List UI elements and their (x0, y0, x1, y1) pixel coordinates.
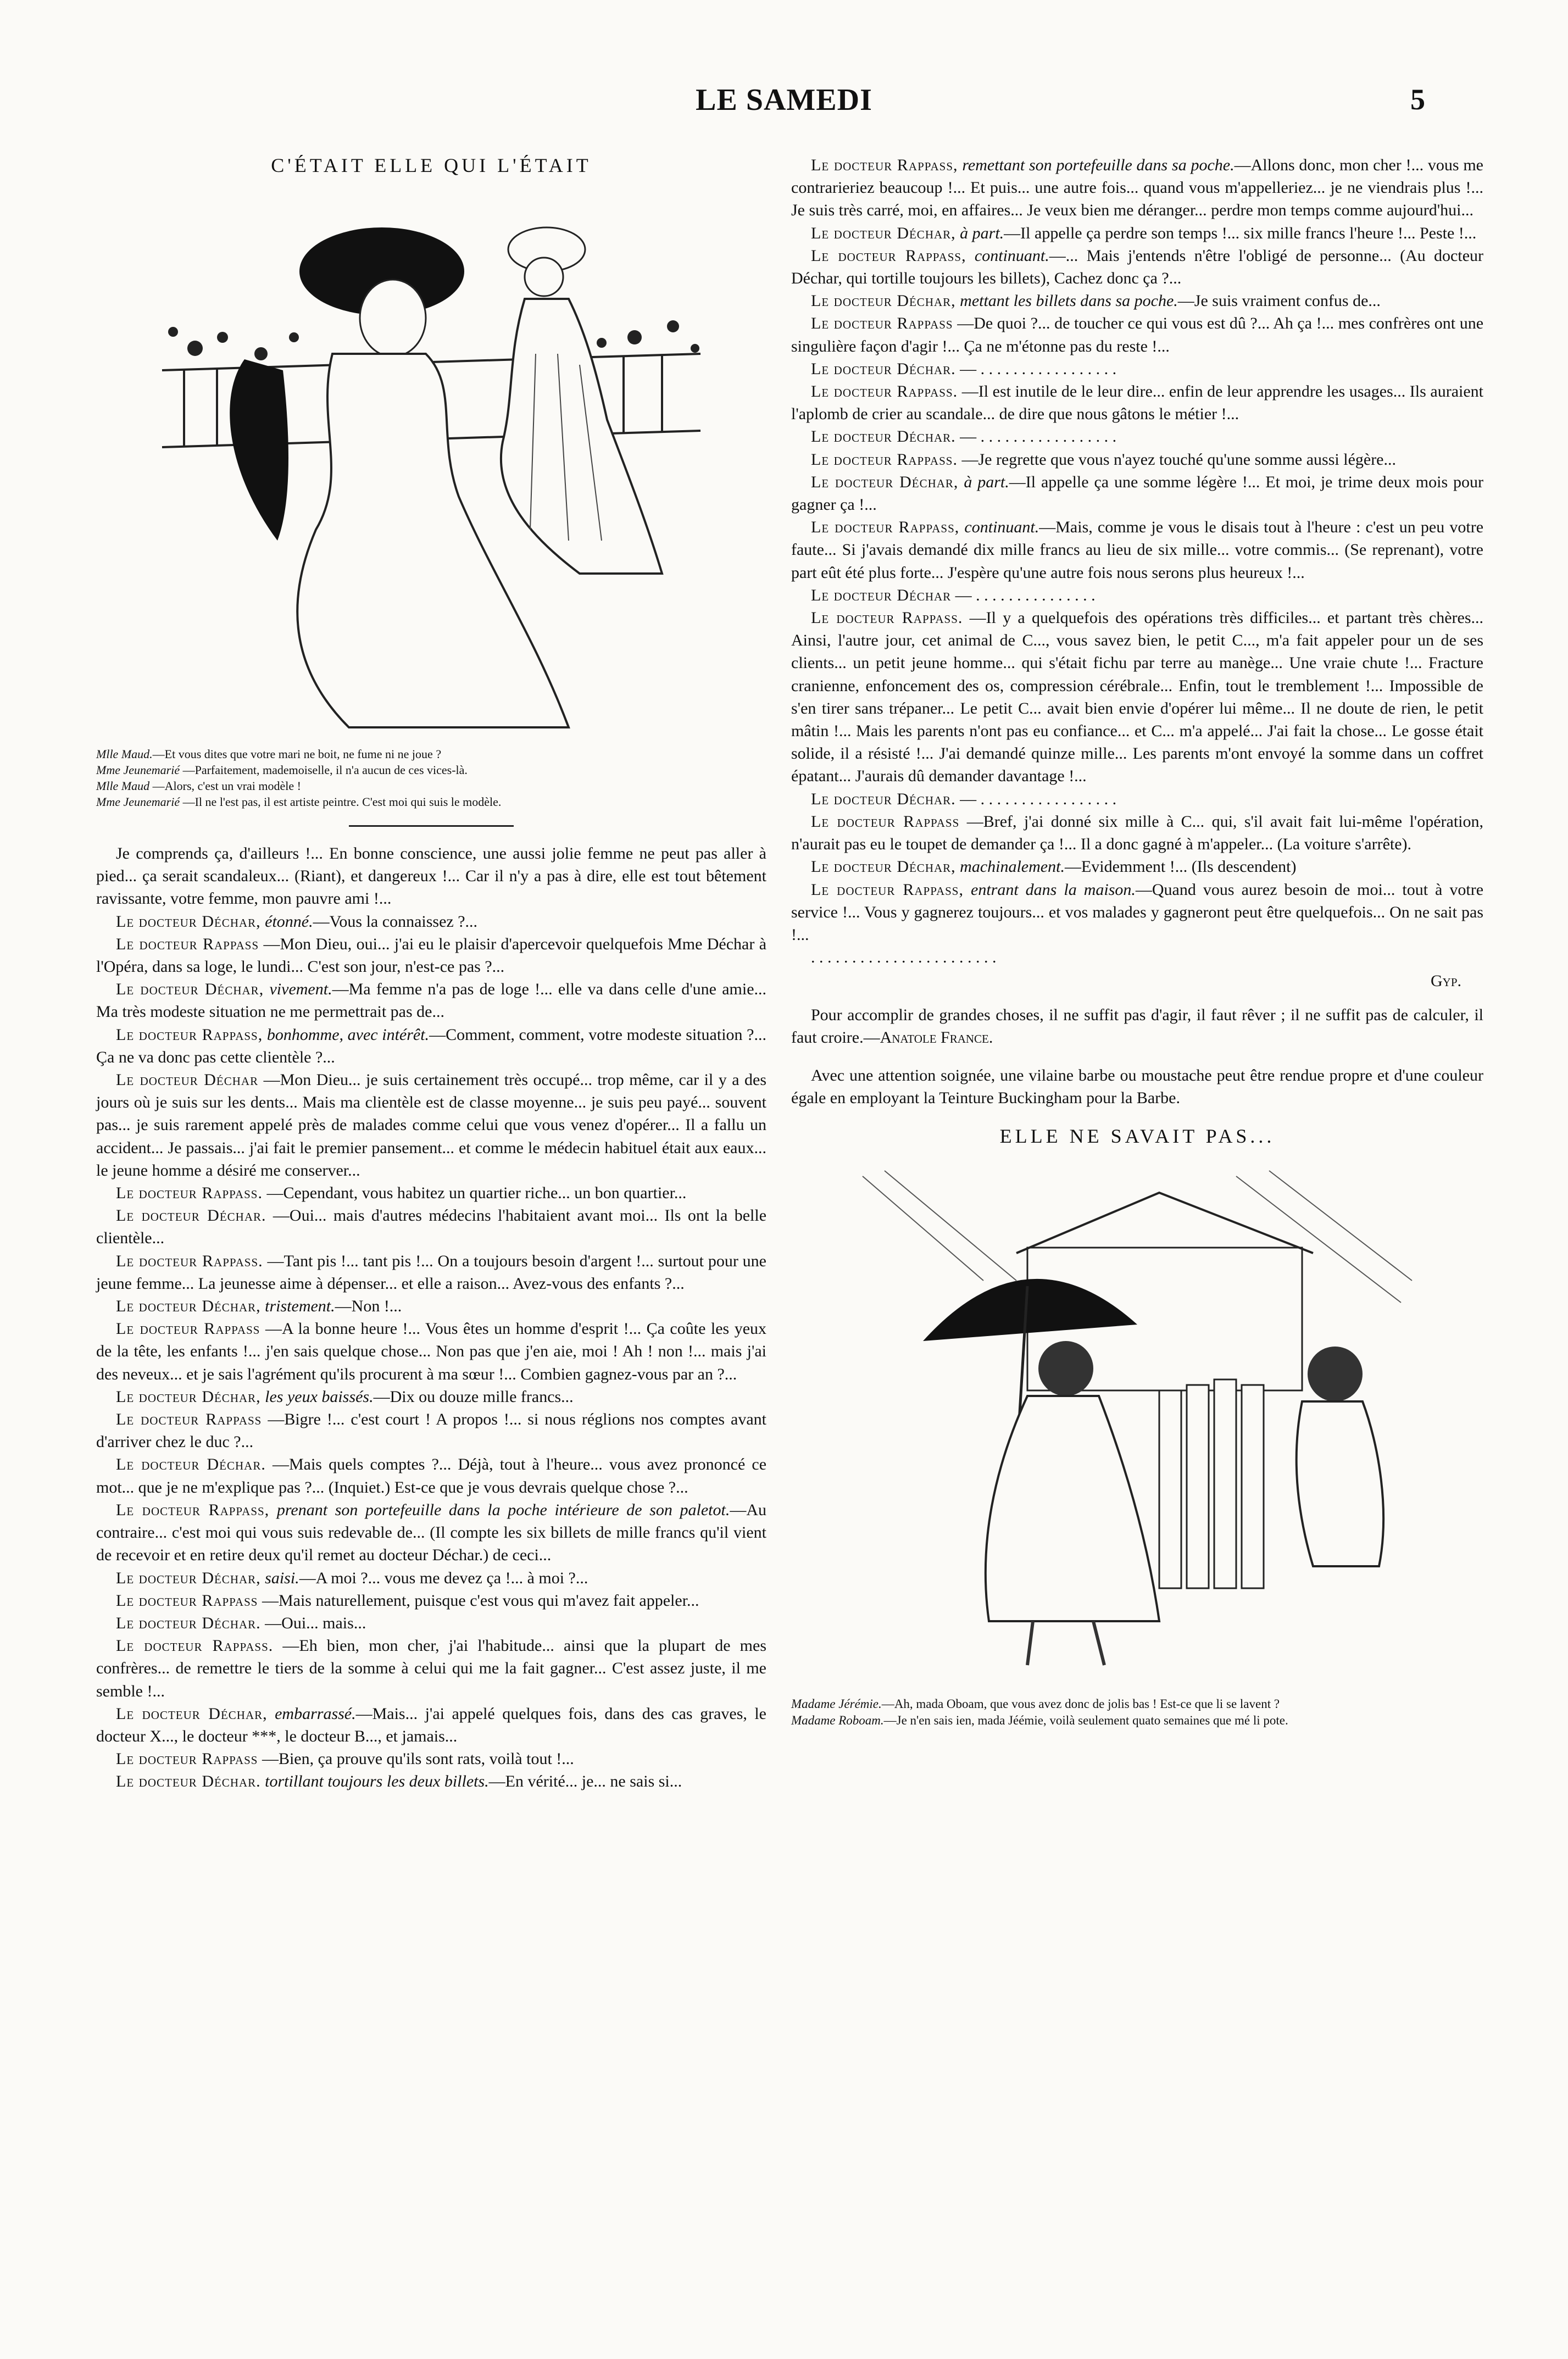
dialogue-paragraph (96, 1634, 766, 1703)
caption-line (96, 794, 766, 810)
dialogue-text: —Mais... j'ai appelé quelques fois, dans des cas graves, le docteur X..., le docteur ***, le docteur B..., et jamais... (96, 1704, 767, 1745)
dialogue-paragraph (791, 607, 1483, 788)
stage-direction: saisi. (265, 1568, 299, 1587)
dialogue-text: —Il appelle ça perdre son temps !... six mille francs l'heure !... Peste !... (1004, 224, 1477, 242)
dialogue-paragraph (791, 810, 1483, 855)
stage-direction: vivement. (269, 980, 332, 999)
speaker-name: Le docteur Rappass. (116, 1637, 274, 1655)
dialogue-paragraph (96, 1612, 766, 1634)
dialogue-text: — . . . . . . . . . . . . . . . . . (960, 427, 1117, 446)
caption-speaker: Madame Jérémie. (791, 1697, 882, 1711)
dialogue-text: —Bigre !... c'est court ! A propos !... si nous réglions nos comptes avant d'arriver chez le duc ?... (96, 1410, 767, 1451)
stage-direction: tristement. (265, 1297, 335, 1316)
dialogue-paragraph (791, 946, 1483, 969)
dialogue-paragraph (96, 1748, 766, 1770)
dialogue-paragraph (96, 1703, 766, 1748)
dialogue-text: —Il est inutile de le leur dire... enfin de leur apprendre les usages... Ils auraient l'aplomb de crier au scandale... de dire que nous gâtons le métier !... (791, 382, 1483, 424)
dialogue-text: —Je suis vraiment confus de... (1177, 292, 1381, 310)
speaker-name: Le docteur Déchar. (116, 1455, 266, 1474)
speaker-name: Le docteur Rappass, (116, 1025, 263, 1044)
speaker-name: Le docteur Rappass. (116, 1251, 263, 1270)
dialogue-text: —Tant pis !... tant pis !... On a toujours besoin d'argent !... surtout pour une jeune femme... La jeunesse aime à dépenser... et elle a raison... Avez-vous des enfants ?... (96, 1251, 766, 1293)
caption-speaker: Mlle Maud (96, 779, 150, 793)
dialogue-paragraph (96, 933, 766, 978)
stage-direction: embarrassé. (275, 1704, 356, 1723)
dialogue-text: . . . . . . . . . . . . . . . . . . . . . . . (811, 948, 997, 967)
caption-line (96, 778, 766, 794)
dialogue-text: —Allons donc, mon cher !... vous me contrarieriez beaucoup !... Et puis... une autre fois... quand vous m'appelleriez... je ne viendrais plus !... Je suis très carré, moi, en affaires... Je veux bien me déranger... perdre mon temps comme aujourd'hui... (791, 156, 1483, 220)
speaker-name: Le docteur Déchar. (811, 789, 956, 808)
stage-direction: bonhomme, avec intérêt. (266, 1025, 430, 1044)
dialogue-paragraph (96, 1408, 766, 1453)
caption-text: —Et vous dites que votre mari ne boit, ne fume ni ne joue ? (152, 747, 442, 761)
speaker-name: Le docteur Rappass, (811, 518, 960, 537)
dialogue-text: —A la bonne heure !... Vous êtes un homme d'esprit !... Ça coûte les yeux de la tête, les enfants !... j'en sais quelque chose... Non pas que j'en aie, moi ! Ah ! non !... mais j'ai des neveux... et je sais l'agrément qu'ils procurent à ma sœur !... Combien gagnez-vous par an ?... (96, 1320, 767, 1383)
dialogue-paragraph (96, 1182, 766, 1204)
dialogue-text: —Comment, comment, votre modeste situation ?... Ça ne va donc pas cette clientèle ?... (96, 1025, 766, 1066)
dialogue-text: —Eh bien, mon cher, j'ai l'habitude... ainsi que la plupart de mes confrères... de remettre le tiers de la somme à celui qui me la fait gagner... C'est assez juste, il me semble !... (96, 1637, 767, 1700)
caption-line (791, 1696, 1483, 1712)
dialogue-text: Je comprends ça, d'ailleurs !... En bonne conscience, une aussi jolie femme ne peut pas aller à pied... ça serait scandaleux... (Riant), et dangereux !... Car il n'y a pas à dire, elle est tout bêtement ravissante, votre femme, mon pauvre ami !... (96, 844, 766, 908)
stage-direction: prenant son portefeuille dans la poche intérieure de son paletot. (276, 1500, 730, 1519)
dialogue-text: —Bref, j'ai donné six mille à C... qui, s'il avait fait lui-même l'opération, n'aurait pas eu le toupet de demander ça !... Il a donc gagné à m'appeler... (La voiture s'arrête). (791, 812, 1484, 854)
caption-speaker: Mme Jeunemarié (96, 763, 180, 777)
quote-paragraph (791, 1004, 1483, 1049)
stage-direction: continuant. (964, 518, 1039, 537)
dialogue-paragraph (791, 425, 1483, 448)
dialogue-text: —... Mais j'entends n'être l'obligé de personne... (Au docteur Déchar, qui tortille toujours les billets), Cachez donc ça ?... (791, 246, 1483, 288)
speaker-name: Le docteur Rappass. (811, 382, 958, 401)
page-header (0, 82, 1568, 126)
dialogue-paragraph (96, 1589, 766, 1612)
dialogue-paragraph (96, 1317, 766, 1386)
dialogue-text: — . . . . . . . . . . . . . . . (955, 586, 1096, 604)
dialogue-right (791, 154, 1483, 969)
speaker-name: Le docteur Déchar, (116, 1568, 261, 1587)
speaker-name: Le docteur Rappass, (811, 246, 966, 265)
caption-text: —Je n'en sais ien, mada Jéémie, voilà seulement quato semaines que mé li pote. (883, 1713, 1288, 1728)
dialogue-paragraph (791, 380, 1483, 425)
dialogue-text: —Oui... mais d'autres médecins l'habitaient avant moi... Ils ont la belle clientèle... (96, 1206, 767, 1248)
article-title: C'ÉTAIT ELLE QUI L'ÉTAIT (271, 154, 592, 176)
dialogue-text: —Mais quels comptes ?... Déjà, tout à l'heure... vous avez prononcé ce mot... que je ne m'explique pas ?... (Inquiet.) Est-ce que je vous devrais quelque chose ?... (96, 1455, 767, 1496)
page-number: 5 (1410, 83, 1425, 116)
advert-paragraph: Avec une attention soignée, une vilaine barbe ou moustache peut être rendue propre et d'une couleur égale en employant la Teinture Buckingham pour la Barbe. (791, 1066, 1483, 1108)
dialogue-paragraph (791, 448, 1483, 471)
dialogue-text: — . . . . . . . . . . . . . . . . . (960, 359, 1117, 378)
speaker-name: Le docteur Rappass (116, 1750, 258, 1768)
dialogue-paragraph (96, 1386, 766, 1408)
speaker-name: Le docteur Rappass (116, 934, 259, 953)
caption-line (96, 762, 766, 778)
dialogue-paragraph (791, 855, 1483, 878)
stage-direction: mettant les billets dans sa poche. (960, 292, 1178, 310)
speaker-name: Le docteur Déchar, (811, 292, 956, 310)
stage-direction: entrant dans la maison. (971, 880, 1136, 899)
caption-speaker: Mlle Maud. (96, 747, 153, 761)
dialogue-paragraph (96, 1295, 766, 1317)
speaker-name: Le docteur Déchar, (116, 1387, 261, 1406)
stage-direction: étonné. (265, 912, 313, 931)
speaker-name: Le docteur Déchar, (811, 858, 956, 876)
dialogue-paragraph (791, 788, 1483, 810)
dialogue-text: —Il y a quelquefois des opérations très difficiles... et partant très chères... Ainsi, l'autre jour, cet animal de C..., vous savez bien, le petit C..., m'a fait appeler pour un de ses clients... un petit jeune homme... qui s'était fichu par terre au manège... Une vraie chute !... Fracture cranienne, enfoncement des os, compression cérébrale... Enfin, tout le tremblement !... Impossible de s'en tirer sans trépaner... Le petit C... avait bien envie d'opérer lui même... Il ne doute de rien, le petit mâtin !... Mais les parents n'ont pas eu confiance... et C... m'a appelé... J'ai fait la chose... Le gosse était solide, il a résisté !... J'ai demandé quinze mille... Les parents m'ont envoyé la somme dans un coffret épatant... J'aurais dû demander davantage !... (791, 609, 1483, 786)
right-column (791, 154, 1483, 1729)
dialogue-text: —Au contraire... c'est moi qui vous suis redevable de... (Il compte les six billets de mille francs qu'il vient de recevoir et en retire deux qu'il remet au docteur Déchar.) de ceci... (96, 1500, 767, 1565)
speaker-name: Le docteur Rappass (811, 812, 960, 831)
author-signature: Gyp. (1430, 972, 1461, 991)
masthead: LE SAMEDI (696, 83, 872, 117)
speaker-name: Le docteur Rappass. (116, 1184, 263, 1203)
illustration-two-women (151, 189, 711, 738)
dialogue-left (96, 842, 766, 1793)
speaker-name: Le docteur Rappass (811, 314, 953, 333)
speaker-name: Le docteur Rappass, (811, 880, 964, 899)
speaker-name: Le docteur Déchar, (116, 1704, 268, 1723)
dialogue-text: —En vérité... je... ne sais si... (488, 1772, 682, 1791)
speaker-name: Le docteur Déchar. (811, 427, 956, 446)
dialogue-text: —A moi ?... vous me devez ça !... à moi ?... (299, 1568, 588, 1587)
dialogue-text: —De quoi ?... de toucher ce qui vous est dû ?... Ah ça !... mes confrères ont une singulière façon d'agir !... Ça ne m'étonne pas du reste !... (791, 314, 1484, 355)
dialogue-paragraph (96, 910, 766, 933)
speaker-name: Le docteur Rappass, (116, 1500, 270, 1519)
speaker-name: Le docteur Déchar, (811, 224, 956, 242)
left-column (96, 154, 766, 1793)
speaker-name: Le docteur Déchar, (811, 472, 959, 491)
speaker-name: Le docteur Déchar, (116, 1297, 261, 1316)
quote-text: Pour accomplir de grandes choses, il ne suffit pas d'agir, il faut rêver ; il ne suffit pas de calculer, il faut croire.— (791, 1006, 1483, 1047)
illustration-woman-umbrella (852, 1160, 1423, 1687)
dialogue-paragraph (791, 516, 1483, 584)
stage-direction: continuant. (974, 246, 1049, 265)
stage-direction: machinalement. (960, 858, 1065, 876)
dialogue-text: — . . . . . . . . . . . . . . . . . (960, 789, 1117, 808)
dialogue-paragraph (791, 878, 1483, 947)
dialogue-paragraph (96, 1453, 766, 1498)
dialogue-paragraph (791, 358, 1483, 380)
dialogue-text: —Mon Dieu... je suis certainement très occupé... trop même, car il y a des jours où je suis sur les dents... Mais ma clientèle est de classe moyenne... je suis peu payé... souvent pas... je suis rarement appelé près de malades comme celui que vous venez d'opérer... Il a fallu un accident... Je passais... j'ai fait le premier pansement... et comme le médecin habituel était aux eaux... le jeune homme a désiré me conserver... (96, 1071, 767, 1180)
dialogue-text: —Evidemment !... (Ils descendent) (1064, 858, 1297, 876)
dialogue-paragraph (791, 244, 1483, 290)
dialogue-text: —Vous la connaissez ?... (313, 912, 478, 931)
speaker-name: Le docteur Déchar. (811, 359, 956, 378)
speaker-name: Le docteur Rappass. (811, 609, 963, 627)
caption-speaker: Madame Roboam. (791, 1713, 884, 1728)
dialogue-paragraph (96, 1023, 766, 1069)
speaker-name: Le docteur Rappass (116, 1410, 262, 1429)
dialogue-paragraph (791, 584, 1483, 607)
dialogue-paragraph (791, 154, 1483, 222)
dialogue-paragraph (96, 1204, 766, 1249)
speaker-name: Le docteur Déchar, (116, 912, 261, 931)
speaker-name: Le docteur Déchar (116, 1071, 259, 1089)
speaker-name: Le docteur Rappass, (811, 156, 958, 174)
dialogue-paragraph (791, 222, 1483, 244)
dialogue-paragraph (791, 312, 1483, 357)
speaker-name: Le docteur Déchar. (116, 1206, 266, 1225)
dialogue-text: —Ma femme n'a pas de loge !... elle va dans celle d'une amie... Ma très modeste situation ne me permettrait pas de... (96, 980, 767, 1021)
dialogue-paragraph (791, 471, 1483, 516)
speaker-name: Le docteur Rappass (116, 1591, 258, 1610)
dialogue-paragraph (96, 1069, 766, 1182)
dialogue-paragraph (96, 1770, 766, 1793)
stage-direction: remettant son portefeuille dans sa poche. (962, 156, 1235, 174)
illustration-caption-2 (791, 1696, 1483, 1729)
dialogue-paragraph (96, 1567, 766, 1589)
speaker-name: Le docteur Rappass. (811, 450, 958, 469)
caption-speaker: Mme Jeunemarié (96, 795, 180, 809)
stage-direction: à part. (964, 472, 1009, 491)
caption-line (791, 1712, 1483, 1729)
caption-line (96, 746, 766, 762)
article-title-2: ELLE NE SAVAIT PAS... (999, 1125, 1275, 1148)
dialogue-text: —Il appelle ça une somme légère !... Et moi, je trime deux mois pour gagner ça !... (791, 472, 1484, 514)
dialogue-paragraph (96, 1250, 766, 1295)
speaker-name: Le docteur Déchar. (116, 1772, 261, 1791)
dialogue-text: —Non !... (335, 1297, 402, 1316)
dialogue-text: —Bien, ça prouve qu'ils sont rats, voilà tout !... (262, 1750, 574, 1768)
stage-direction: les yeux baissés. (265, 1387, 374, 1406)
dialogue-paragraph (791, 290, 1483, 312)
dialogue-text: —Cependant, vous habitez un quartier riche... un bon quartier... (266, 1184, 687, 1203)
stage-direction: tortillant toujours les deux billets. (265, 1772, 489, 1791)
caption-text: —Alors, c'est un vrai modèle ! (152, 779, 301, 793)
dialogue-text: —Mon Dieu, oui... j'ai eu le plaisir d'apercevoir quelquefois Mme Déchar à l'Opéra, dans sa loge, le lundi... C'est son jour, n'est-ce pas ?... (96, 934, 767, 976)
separator-rule (349, 825, 514, 827)
dialogue-text: —Mais, comme je vous le disais tout à l'heure : c'est un peu votre faute... Si j'avais demandé dix mille francs au lieu de six mille... votre commis... (Se reprenant), votre part eût été plus forte... J'espère qu'une autre fois nous serons plus heureux !... (791, 518, 1484, 582)
caption-text: —Il ne l'est pas, il est artiste peintre. C'est moi qui suis le modèle. (182, 795, 502, 809)
stage-direction: à part. (960, 224, 1004, 242)
speaker-name: Le docteur Déchar. (116, 1614, 261, 1632)
dialogue-text: —Oui... mais... (265, 1614, 366, 1632)
dialogue-paragraph (96, 978, 766, 1023)
dialogue-text: —Dix ou douze mille francs... (373, 1387, 574, 1406)
dialogue-text: —Quand vous aurez besoin de moi... tout à votre service !... Vous y gagnerez toujours... et vos malades y gagneront peut être quelquefois... On ne sait pas !... (791, 880, 1484, 944)
illustration-caption (96, 746, 766, 810)
dialogue-text: —Mais naturellement, puisque c'est vous qui m'avez fait appeler... (262, 1591, 699, 1610)
dialogue-paragraph (96, 842, 766, 910)
speaker-name: Le docteur Déchar, (116, 980, 264, 999)
quote-author: Anatole France. (880, 1028, 993, 1047)
caption-text: —Parfaitement, mademoiselle, il n'a aucun de ces vices-là. (182, 763, 468, 777)
caption-text: —Ah, mada Oboam, que vous avez donc de jolis bas ! Est-ce que li se lavent ? (881, 1697, 1280, 1711)
dialogue-text: —Je regrette que vous n'ayez touché qu'une somme aussi légère... (961, 450, 1396, 469)
speaker-name: Le docteur Déchar (811, 586, 952, 604)
speaker-name: Le docteur Rappass (116, 1320, 260, 1338)
dialogue-paragraph (96, 1499, 766, 1567)
